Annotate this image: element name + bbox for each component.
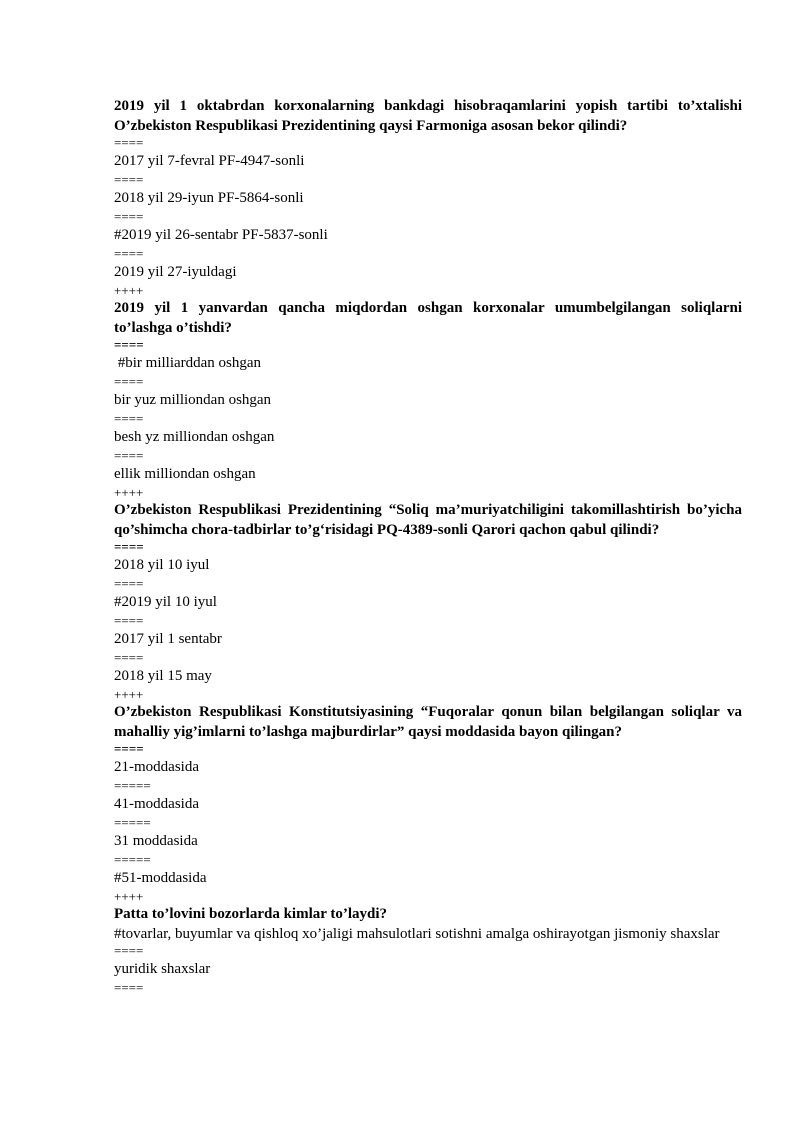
question-text: 2019 yil 1 yanvardan qancha miqdordan oshgan korxonalar umumbelgilangan soliqlarni to’lashga o’tishdi? xyxy=(114,300,742,336)
answer-separator: ==== xyxy=(114,374,144,389)
answer-separator: ==== xyxy=(114,135,144,150)
answer-separator: ==== xyxy=(114,172,144,187)
question-block xyxy=(114,500,742,702)
answer-separator: ===== xyxy=(114,778,151,793)
block-end-marker: ++++ xyxy=(114,687,144,702)
answer-separator: ==== xyxy=(114,539,144,554)
question-text: 2019 yil 1 oktabrdan korxonalarning bankdagi hisobraqamlarini yopish tartibi to’xtalishi O’zbekiston Respublikasi Prezidentining qaysi Farmoniga asosan bekor qilindi? xyxy=(114,98,742,134)
answer-separator: ===== xyxy=(114,852,151,867)
answer-option: bir yuz milliondan oshgan xyxy=(114,392,272,408)
answer-separator: ==== xyxy=(114,650,144,665)
answer-option: #bir milliarddan oshgan xyxy=(114,355,262,371)
question-text: O’zbekiston Respublikasi Konstitutsiyasining “Fuqoralar qonun bilan belgilangan soliqlar va mahalliy yig’imlarni to’lashga majburdirlar” qaysi moddasida bayon qilingan? xyxy=(114,704,742,740)
question-block xyxy=(114,702,742,904)
answer-option: #tovarlar, buyumlar va qishloq xo’jaligi mahsulotlari sotishni amalga oshirayotgan jismoniy shaxslar xyxy=(114,926,720,942)
block-end-marker: ++++ xyxy=(114,485,144,500)
answer-option: besh yz milliondan oshgan xyxy=(114,429,275,445)
answer-option: 2018 yil 15 may xyxy=(114,668,212,684)
answer-option: 2019 yil 27-iyuldagi xyxy=(114,264,237,280)
answer-option: 41-moddasida xyxy=(114,796,199,812)
answer-option: 2017 yil 1 sentabr xyxy=(114,631,222,647)
answer-separator: ==== xyxy=(114,246,144,261)
answer-separator: ==== xyxy=(114,448,144,463)
answer-separator: ==== xyxy=(114,337,144,352)
answer-option: #51-moddasida xyxy=(114,870,207,886)
question-text: Patta to’lovini bozorlarda kimlar to’laydi? xyxy=(114,906,388,922)
block-end-marker: ==== xyxy=(114,980,144,995)
block-end-marker: ++++ xyxy=(114,889,144,904)
document-page xyxy=(114,96,742,995)
answer-option: #2019 yil 10 iyul xyxy=(114,594,217,610)
answer-separator: ==== xyxy=(114,741,144,756)
answer-option: ellik milliondan oshgan xyxy=(114,466,256,482)
answer-option: 21-moddasida xyxy=(114,759,199,775)
question-block xyxy=(114,904,742,995)
answer-separator: ==== xyxy=(114,943,144,958)
answer-separator: ===== xyxy=(114,815,151,830)
answer-separator: ==== xyxy=(114,209,144,224)
answer-option: #2019 yil 26-sentabr PF-5837-sonli xyxy=(114,227,328,243)
question-text: O’zbekiston Respublikasi Prezidentining “Soliq ma’muriyatchiligini takomillashtirish bo’yicha qo’shimcha chora-tadbirlar to’g‘risidagi PQ-4389-sonli Qarori qachon qabul qilindi? xyxy=(114,502,742,538)
answer-option: 2018 yil 29-iyun PF-5864-sonli xyxy=(114,190,304,206)
block-end-marker: ++++ xyxy=(114,283,144,298)
answer-option: 2017 yil 7-fevral PF-4947-sonli xyxy=(114,153,305,169)
answer-option: 31 moddasida xyxy=(114,833,198,849)
question-block xyxy=(114,96,742,298)
answer-separator: ==== xyxy=(114,576,144,591)
question-block xyxy=(114,298,742,500)
answer-separator: ==== xyxy=(114,411,144,426)
answer-separator: ==== xyxy=(114,613,144,628)
answer-option: yuridik shaxslar xyxy=(114,961,211,977)
answer-option: 2018 yil 10 iyul xyxy=(114,557,210,573)
